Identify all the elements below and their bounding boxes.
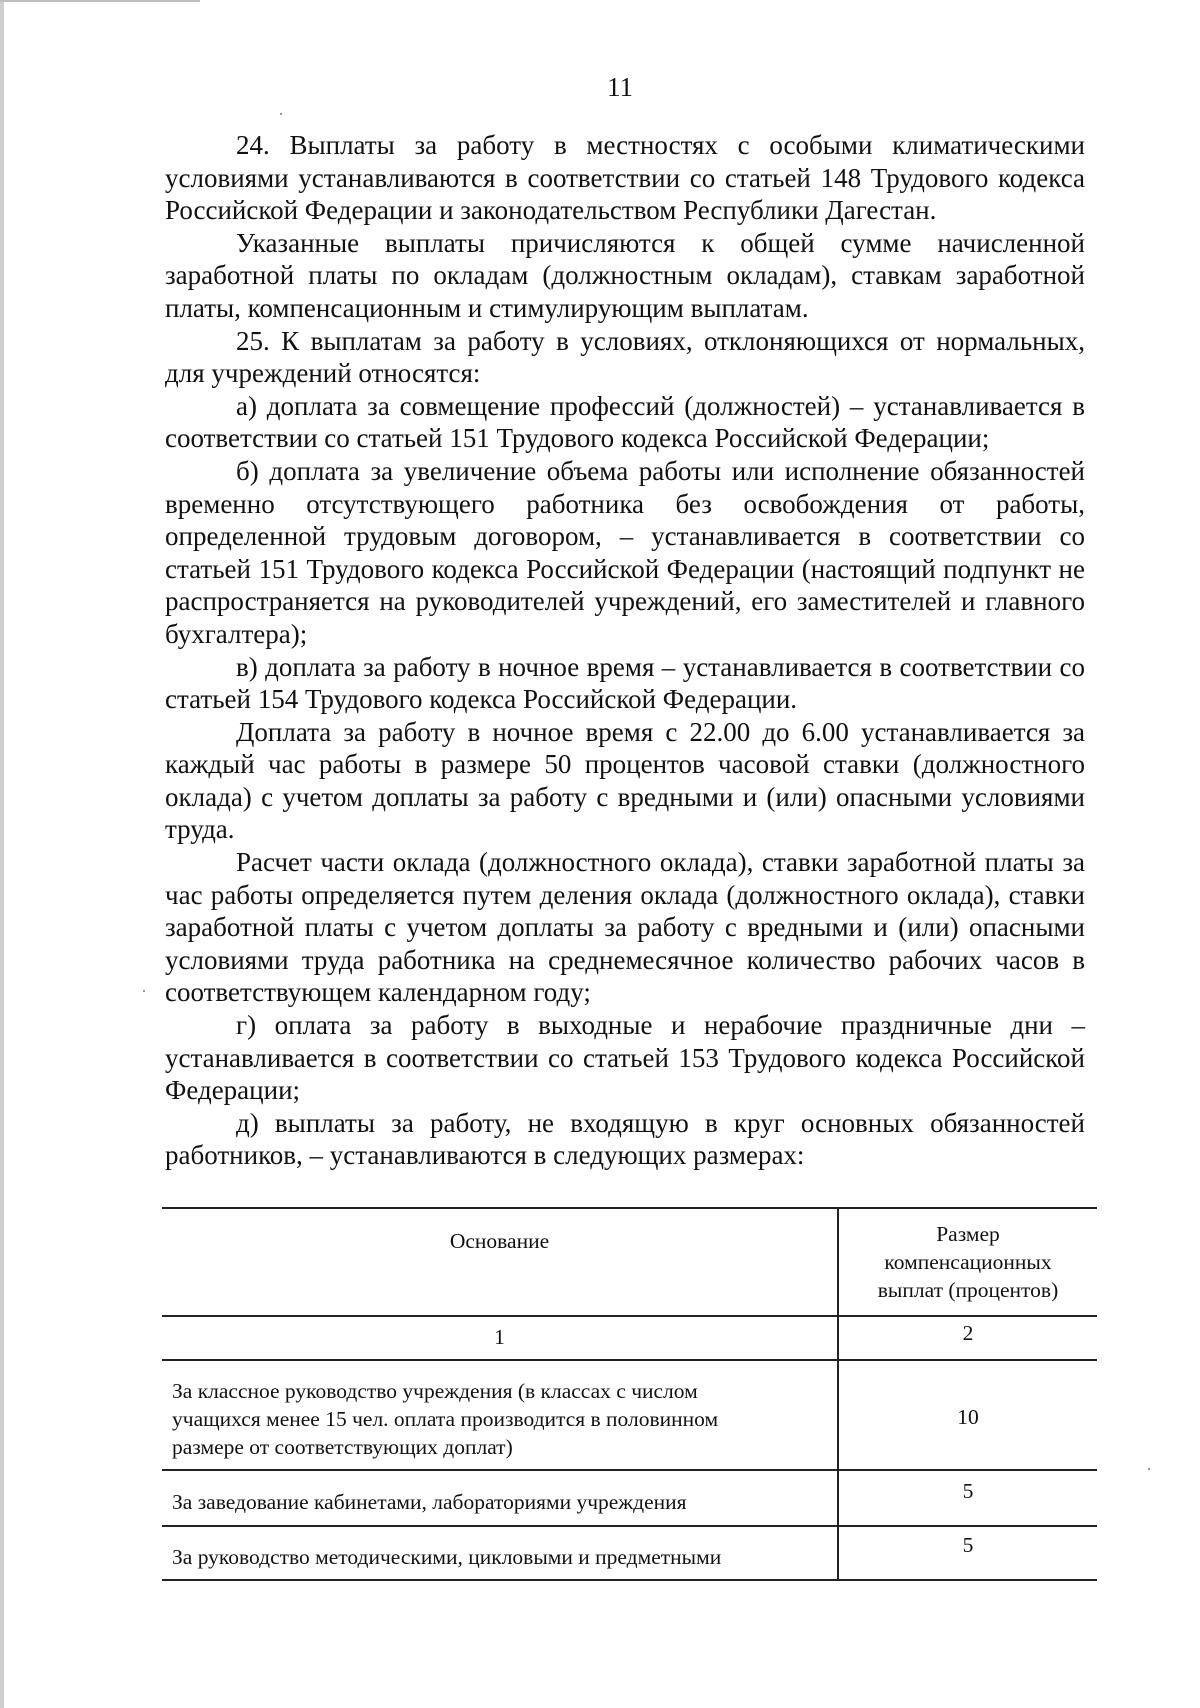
subparagraph-v: в) доплата за работу в ночное время – устанавливается в соответствии со статьей 154 Трудового кодекса Российской Федерации. [165, 651, 1085, 715]
paragraph-25: 25. К выплатам за работу в условиях, отклоняющихся от нормальных, для учреждений относятся: [165, 325, 1085, 389]
scan-edge-shadow [0, 0, 4, 1708]
row1-basis-line-2: учащихся менее 15 чел. оплата производится в половинном [172, 1407, 719, 1431]
page-number: 11 [607, 72, 633, 102]
table-row [172, 1377, 832, 1461]
header-size-line-3: выплат (процентов) [877, 1278, 1059, 1302]
scan-speck [280, 113, 282, 115]
table-row1-rule [162, 1469, 1097, 1471]
row1-value: 10 [957, 1405, 979, 1429]
scan-top-shadow [0, 0, 200, 2]
table-bottom-rule [162, 1579, 1097, 1581]
row1-basis-line-1: За классное руководство учреждения (в классах с числом [172, 1379, 698, 1403]
document-body [165, 129, 1085, 1172]
table-row [172, 1488, 832, 1516]
row2-value: 5 [962, 1479, 974, 1503]
table-header-rule [162, 1315, 1097, 1317]
paragraph-24: 24. Выплаты за работу в местностях с особыми климатическими условиями устанавливаются в соответствии со статьей 148 Трудового кодекса Российской Федерации и законодательством Республики Дагестан. [165, 130, 1085, 226]
subparagraph-b: б) доплата за увеличение объема работы или исполнение обязанностей временно отсутствующего работника без освобождения от работы, определенной трудовым договором, – устанавливается в соответствии со статьей 151 Трудового кодекса Российской Федерации (настоящий подпункт не распространяется на руководителей учреждений, его заместителей и главного бухгалтера); [165, 455, 1085, 649]
row3-value: 5 [962, 1533, 974, 1557]
table-row2-rule [162, 1525, 1097, 1527]
column-number-1: 1 [494, 1325, 505, 1349]
scan-speck [1148, 1468, 1150, 1470]
row3-basis-line-1: За руководство методическими, цикловыми и предметными [172, 1545, 722, 1569]
row2-basis-line-1: За заведование кабинетами, лабораториями учреждения [172, 1490, 687, 1514]
night-work-paragraph: Доплата за работу в ночное время с 22.00 до 6.00 устанавливается за каждый час работы в размере 50 процентов часовой ставки (должностного оклада) с учетом доплаты за работу с вредными и (или) опасными условиями труда. [165, 716, 1085, 845]
column-number-2: 2 [962, 1321, 974, 1345]
table-top-rule [162, 1207, 1097, 1209]
hourly-calc-paragraph: Расчет части оклада (должностного оклада), ставки заработной платы за час работы определяется путем деления оклада (должностного оклада), ставки заработной платы с учетом доплаты за работу с вредными и (или) опасными условиями труда работника на среднемесячное количество рабочих часов в соответствующем календарном году; [165, 847, 1085, 1008]
subparagraph-g: г) оплата за работу в выходные и нерабочие праздничные дни – устанавливается в соответствии со статьей 153 Трудового кодекса Российской Федерации; [165, 1010, 1085, 1106]
header-basis: Основание [449, 1229, 550, 1253]
header-size-line-2: компенсационных [884, 1250, 1052, 1274]
subparagraph-d: д) выплаты за работу, не входящую в круг основных обязанностей работников, – устанавливаются в следующих размерах: [165, 1107, 1085, 1171]
header-size [839, 1220, 1097, 1304]
paragraph-24-continuation: Указанные выплаты причисляются к общей сумме начисленной заработной платы по окладам (должностным окладам), ставкам заработной платы, компенсационным и стимулирующим выплатам. [165, 227, 1085, 323]
table-colnum-rule [162, 1359, 1097, 1361]
header-size-line-1: Размер [936, 1222, 1000, 1246]
table-row [172, 1543, 832, 1571]
subparagraph-a: а) доплата за совмещение профессий (должностей) – устанавливается в соответствии со статьей 151 Трудового кодекса Российской Федерации; [165, 390, 1085, 454]
scan-speck [143, 990, 145, 992]
row1-basis-line-3: размере от соответствующих доплат) [172, 1435, 513, 1459]
